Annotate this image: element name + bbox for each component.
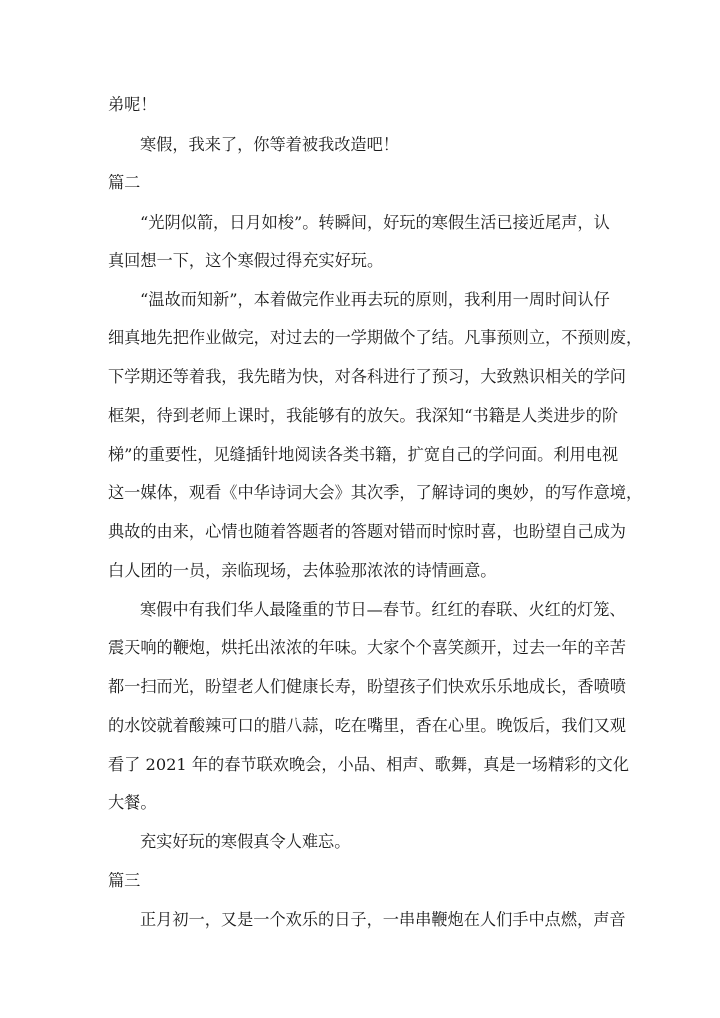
text-line: 真回想一下，这个寒假过得充实好玩。: [108, 251, 384, 270]
text-line: 都一扫而光，盼望老人们健康长寿，盼望孩子们快欢乐乐地成长，香喷喷: [108, 677, 626, 696]
text-line: “温故而知新”，本着做完作业再去玩的原则，我利用一周时间认仔: [140, 290, 610, 309]
text-line: 细真地先把作业做完，对过去的一学期做个了结。凡事预则立，不预则废，: [108, 328, 643, 347]
text-line: 这一媒体，观看《中华诗词大会》其次季，了解诗词的奥妙，的写作意境，: [108, 483, 643, 502]
text-line: 寒假，我来了，你等着被我改造吧！: [140, 135, 399, 154]
section-heading: 篇二: [108, 173, 141, 192]
text-line: 下学期还等着我，我先睹为快，对各科进行了预习，大致熟识相关的学问: [108, 367, 626, 386]
text-line: 看了 2021 年的春节联欢晚会，小品、相声、歌舞，真是一场精彩的文化: [108, 755, 629, 774]
text-line: 的水饺就着酸辣可口的腊八蒜，吃在嘴里，香在心里。晚饭后，我们又观: [108, 716, 626, 735]
text-line: 大餐。: [108, 793, 157, 812]
text-line: “光阴似箭，日月如梭”。转瞬间，好玩的寒假生活已接近尾声，认: [140, 213, 610, 232]
text-line: 典故的由来，心情也随着答题者的答题对错而时惊时喜，也盼望自己成为: [108, 522, 626, 541]
text-line: 正月初一，又是一个欢乐的日子，一串串鞭炮在人们手中点燃，声音: [140, 910, 626, 929]
text-line: 框架，待到老师上课时，我能够有的放矢。我深知“书籍是人类进步的阶: [108, 406, 619, 425]
text-line: 震天响的鞭炮，烘托出浓浓的年味。大家个个喜笑颜开，过去一年的辛苦: [108, 638, 626, 657]
section-heading: 篇三: [108, 871, 141, 890]
text-line: 梯”的重要性，见缝插针地阅读各类书籍，扩宽自己的学问面。利用电视: [108, 445, 619, 464]
text-line: 弟呢！: [108, 95, 157, 114]
text-line: 白人团的一员，亲临现场，去体验那浓浓的诗情画意。: [108, 561, 497, 580]
text-line: 寒假中有我们华人最隆重的节日—春节。红红的春联、火红的灯笼、: [140, 600, 626, 619]
text-line: 充实好玩的寒假真令人难忘。: [140, 832, 351, 851]
